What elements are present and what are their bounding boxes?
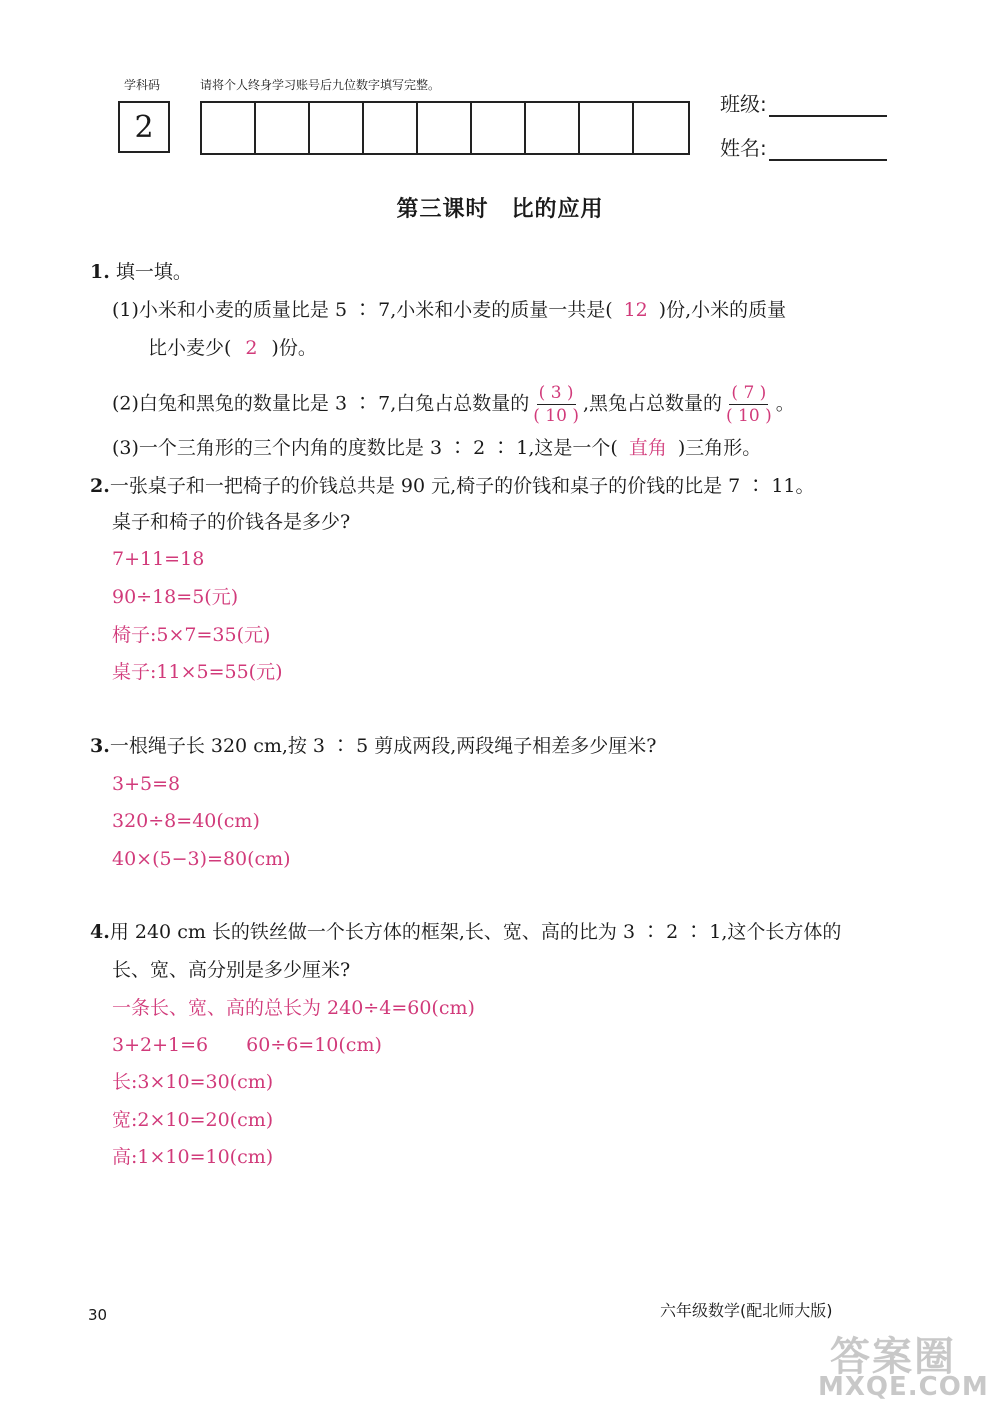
question-4-line2: 长、宽、高分别是多少厘米? bbox=[112, 959, 351, 981]
q3-work-line: 320÷8=40(cm) bbox=[112, 810, 260, 832]
page-number: 30 bbox=[88, 1306, 108, 1324]
q1-part2-text: 。 bbox=[775, 392, 795, 415]
digit-box[interactable] bbox=[310, 103, 364, 153]
q1-part1-line2 bbox=[148, 334, 317, 362]
answer-blank: 2 bbox=[245, 337, 258, 359]
fraction-denominator: ( 10 ) bbox=[726, 406, 772, 426]
q1-part1-text: (1)小米和小麦的质量比是 5 ∶ 7,小米和小麦的质量一共是( bbox=[112, 299, 613, 321]
question-number: 4. bbox=[90, 921, 110, 943]
q2-work-line: 7+11=18 bbox=[112, 548, 205, 570]
q1-part1-text: )份。 bbox=[271, 337, 317, 359]
question-3 bbox=[90, 732, 656, 760]
fraction-answer bbox=[531, 382, 581, 427]
answer-blank: 12 bbox=[623, 299, 648, 321]
q3-work-line: 40×(5−3)=80(cm) bbox=[112, 848, 291, 870]
digit-box[interactable] bbox=[418, 103, 472, 153]
question-text: 填一填。 bbox=[115, 261, 192, 283]
account-digit-boxes[interactable] bbox=[200, 101, 690, 155]
q1-part2-text: (2)白兔和黑兔的数量比是 3 ∶ 7,白兔占总数量的 bbox=[112, 392, 530, 415]
fraction-numerator: ( 3 ) bbox=[538, 383, 574, 403]
q4-work-line: 宽:2×10=20(cm) bbox=[112, 1109, 274, 1131]
fraction-answer bbox=[724, 382, 774, 427]
question-number: 2. bbox=[90, 475, 110, 497]
q2-work-line: 椅子:5×7=35(元) bbox=[112, 624, 271, 646]
name-input-line[interactable] bbox=[769, 139, 887, 161]
question-number: 1. bbox=[90, 261, 110, 283]
question-1 bbox=[90, 258, 192, 286]
digit-box[interactable] bbox=[256, 103, 310, 153]
question-2 bbox=[90, 472, 815, 500]
q2-work-line: 桌子:11×5=55(元) bbox=[112, 661, 283, 683]
q4-work-line: 一条长、宽、高的总长为 240÷4=60(cm) bbox=[112, 997, 475, 1019]
account-hint: 请将个人终身学习账号后九位数字填写完整。 bbox=[200, 78, 441, 92]
page-title: 第三课时 比的应用 bbox=[396, 197, 604, 222]
question-text: 用 240 cm 长的铁丝做一个长方体的框架,长、宽、高的比为 3 ∶ 2 ∶ 1,这个长方体的 bbox=[109, 921, 842, 943]
q3-work-line: 3+5=8 bbox=[112, 773, 181, 795]
digit-box[interactable] bbox=[526, 103, 580, 153]
class-label: 班级: bbox=[720, 92, 767, 116]
answer-blank: 直角 bbox=[628, 437, 667, 459]
class-field[interactable] bbox=[720, 88, 887, 117]
q4-work-line: 3+2+1=6 60÷6=10(cm) bbox=[112, 1034, 382, 1056]
q1-part2 bbox=[112, 382, 795, 427]
q1-part1-line1 bbox=[112, 296, 786, 324]
q1-part1-text: )份,小米的质量 bbox=[658, 299, 787, 321]
book-title: 六年级数学(配北师大版) bbox=[660, 1301, 833, 1320]
subject-code-label: 学科码 bbox=[124, 78, 161, 92]
digit-box[interactable] bbox=[580, 103, 634, 153]
digit-box[interactable] bbox=[634, 103, 688, 153]
question-4 bbox=[90, 918, 841, 946]
watermark-url: MXQE.COM bbox=[818, 1372, 989, 1402]
q2-work-line: 90÷18=5(元) bbox=[112, 586, 239, 608]
digit-box[interactable] bbox=[472, 103, 526, 153]
question-text: 一张桌子和一把椅子的价钱总共是 90 元,椅子的价钱和桌子的价钱的比是 7 ∶ 11。 bbox=[109, 475, 815, 497]
class-input-line[interactable] bbox=[769, 95, 887, 117]
q4-work-line: 高:1×10=10(cm) bbox=[112, 1146, 274, 1168]
question-number: 3. bbox=[90, 735, 110, 757]
fraction-denominator: ( 10 ) bbox=[533, 406, 579, 426]
question-2-line2: 桌子和椅子的价钱各是多少? bbox=[112, 511, 351, 533]
q1-part2-text: ,黑兔占总数量的 bbox=[582, 392, 723, 415]
q1-part3 bbox=[112, 434, 761, 462]
subject-code-box: 2 bbox=[118, 101, 170, 153]
q1-part3-text: )三角形。 bbox=[677, 437, 762, 459]
question-text: 一根绳子长 320 cm,按 3 ∶ 5 剪成两段,两段绳子相差多少厘米? bbox=[109, 735, 657, 757]
name-field[interactable] bbox=[720, 132, 887, 161]
q1-part1-text: 比小麦少( bbox=[148, 337, 232, 359]
digit-box[interactable] bbox=[364, 103, 418, 153]
digit-box[interactable] bbox=[202, 103, 256, 153]
name-label: 姓名: bbox=[720, 136, 767, 160]
fraction-numerator: ( 7 ) bbox=[731, 383, 767, 403]
q4-work-line: 长:3×10=30(cm) bbox=[112, 1071, 274, 1093]
watermark-logo: 答案圈 bbox=[830, 1334, 956, 1380]
q1-part3-text: (3)一个三角形的三个内角的度数比是 3 ∶ 2 ∶ 1,这是一个( bbox=[112, 437, 618, 459]
